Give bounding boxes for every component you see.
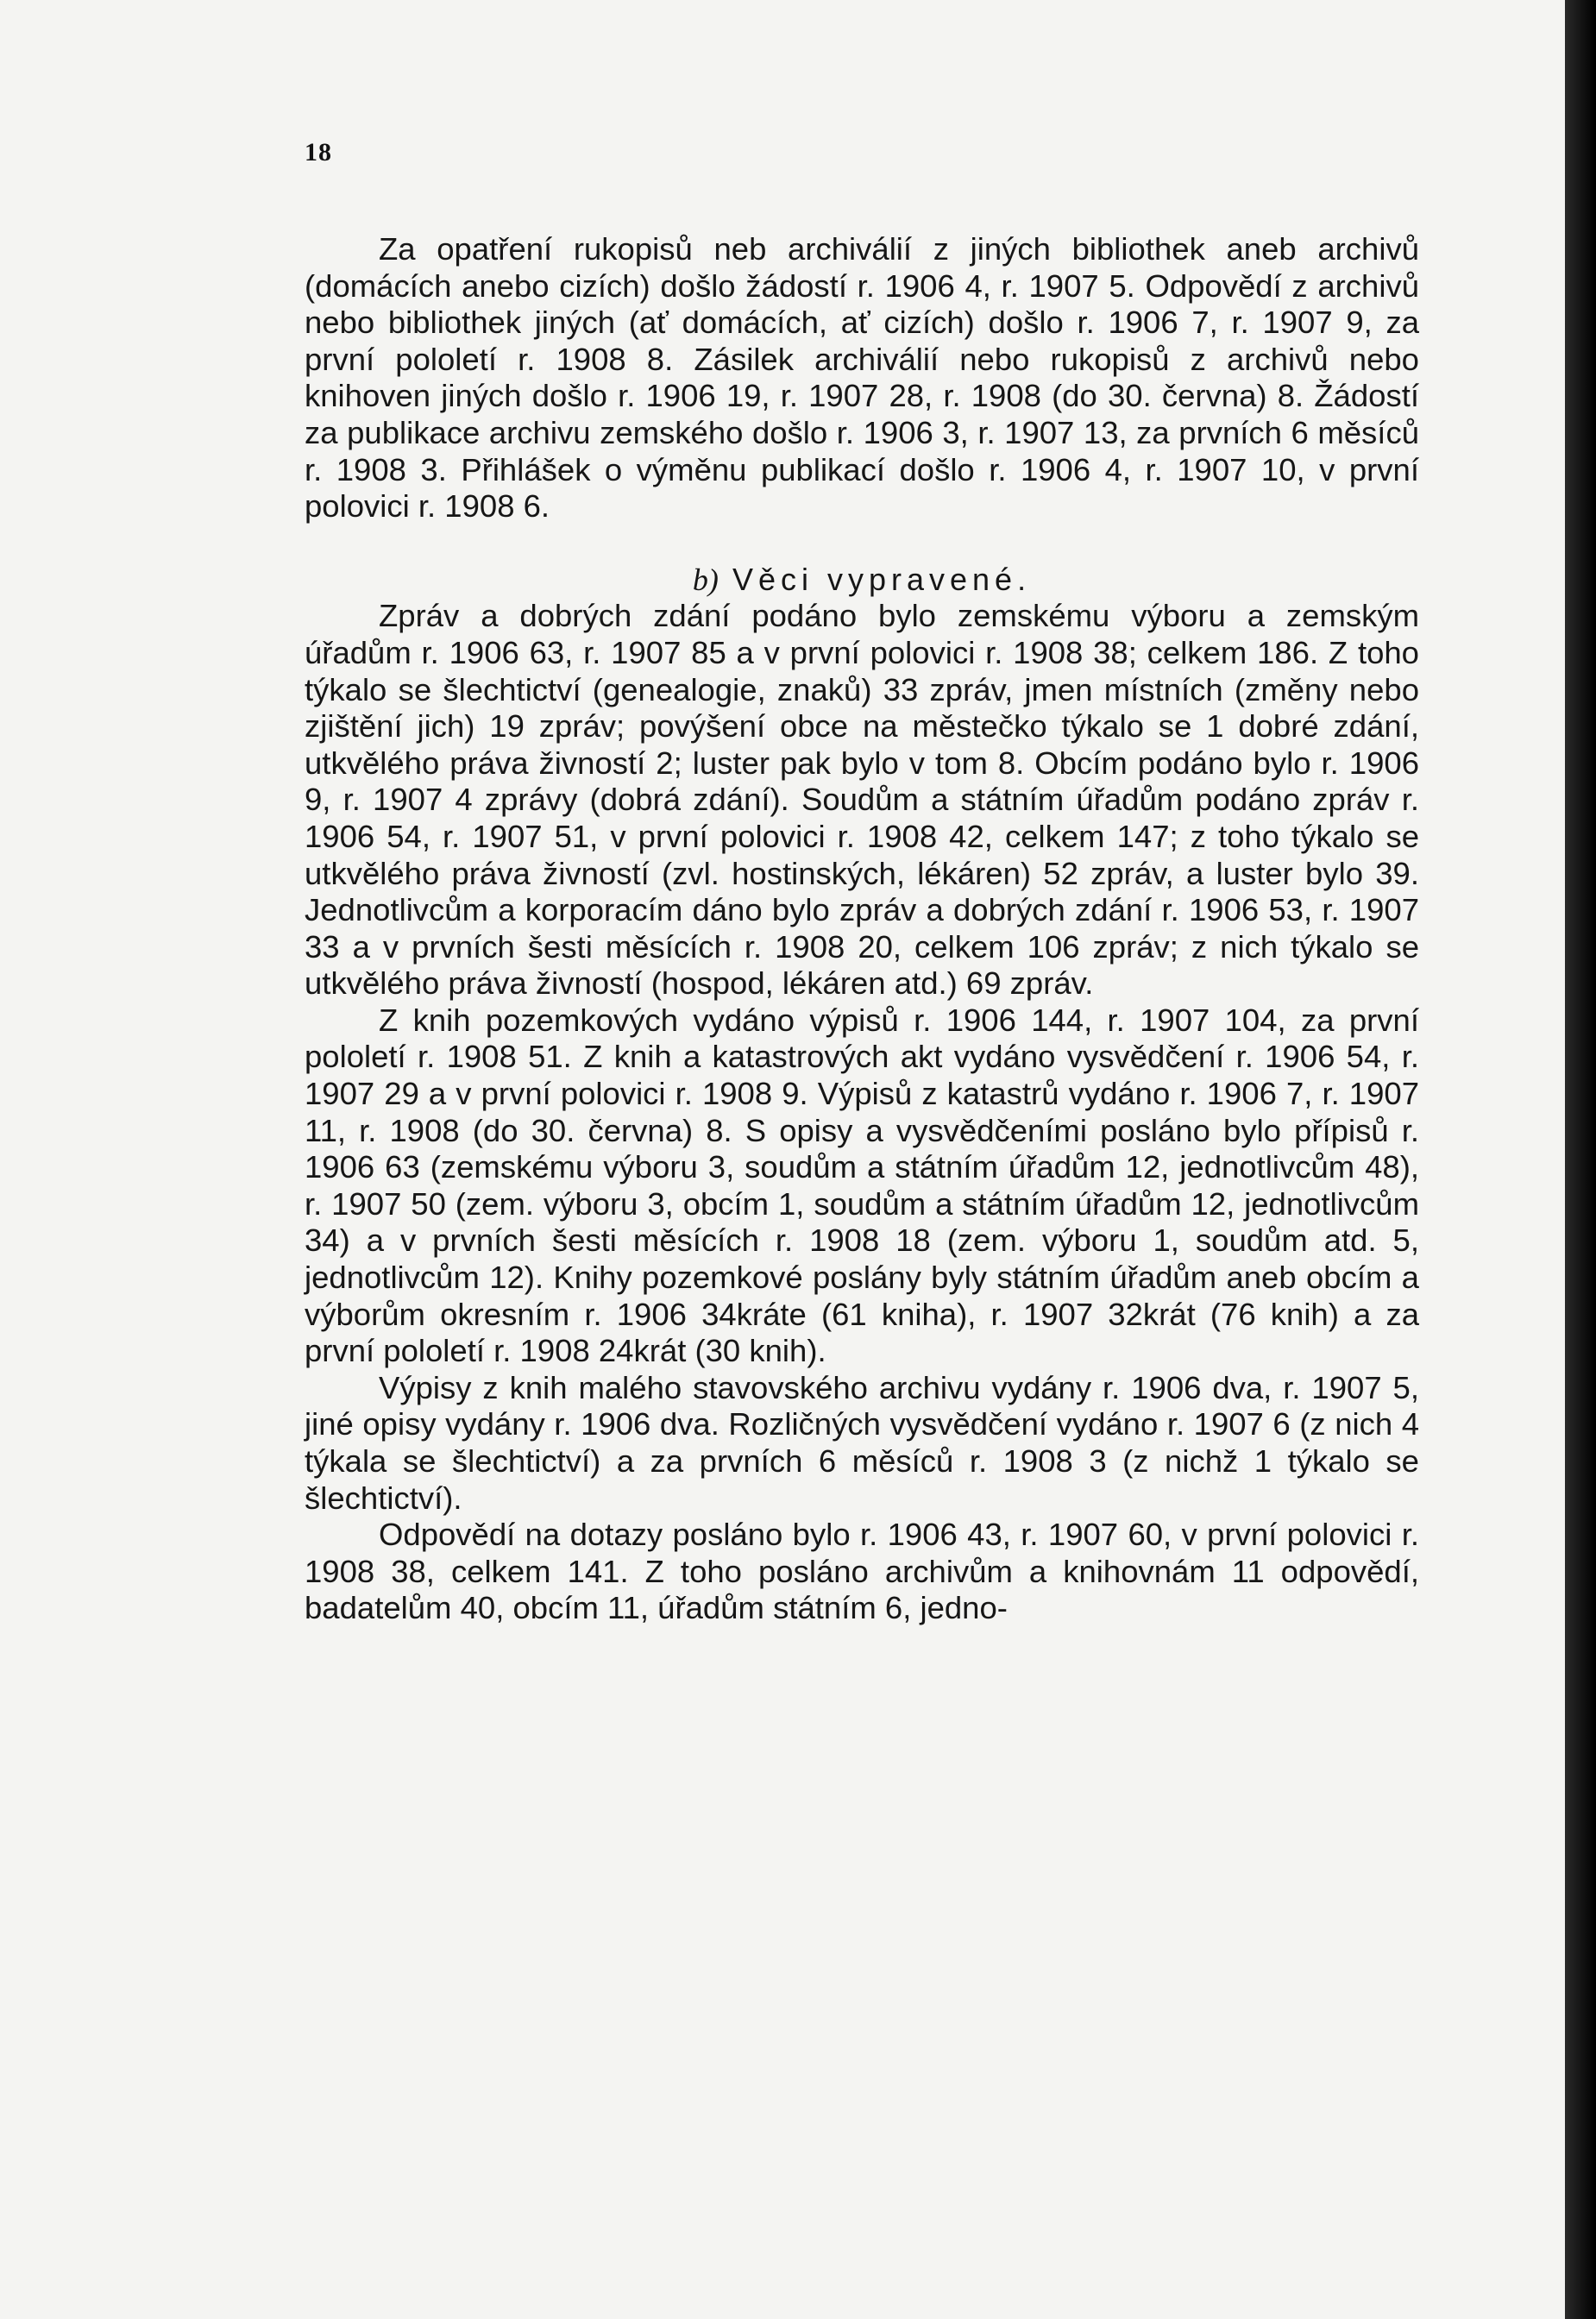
page-number: 18 (305, 138, 332, 167)
section-letter: b) (692, 562, 719, 597)
paragraph-requests: Za opatření rukopisů neb archiválií z jiných bibliothek aneb archivů (domácích anebo cizích) došlo žádostí r. 1906 4, r. 1907 5. Odpovědí z archivů nebo bibliothek jiných (ať domácích, ať cizích) došlo r. 1906 7, r. 1907 9, za první pololetí r. 1908 8. Zásilek archiválií nebo rukopisů z archivů nebo knihoven jiných došlo r. 1906 19, r. 1907 28, r. 1908 (do 30. června) 8. Žádostí za publikace archivu zemského došlo r. 1906 3, r. 1907 13, za prvních 6 měsíců r. 1908 3. Přihlášek o výměnu publikací došlo r. 1906 4, r. 1907 10, v první polovici r. 1908 6. (305, 231, 1419, 525)
document-body (305, 231, 1419, 1627)
scan-edge-shadow (1565, 0, 1596, 2319)
paragraph-land-registry: Z knih pozemkových vydáno výpisů r. 1906 144, r. 1907 104, za první pololetí r. 1908 51. Z knih a katastrových akt vydáno vysvědčení r. 1906 54, r. 1907 29 a v první polovici r. 1908 9. Výpisů z katastrů vydáno r. 1906 7, r. 1907 11, r. 1908 (do 30. června) 8. S opisy a vysvědčeními posláno bylo přípisů r. 1906 63 (zemskému výboru 3, soudům a státním úřadům 12, jednotlivcům 48), r. 1907 50 (zem. výboru 3, obcím 1, soudům a státním úřadům 12, jednotlivcům 34) a v prvních šesti měsících r. 1908 18 (zem. výboru 1, soudům atd. 5, jednotlivcům 12). Knihy pozemkové poslány byly státním úřadům aneb obcím a výborům okresním r. 1906 34kráte (61 kniha), r. 1907 32krát (76 knih) a za první pololetí r. 1908 24krát (30 knih). (305, 1002, 1419, 1369)
section-heading (305, 562, 1419, 599)
paragraph-inquiry-answers: Odpovědí na dotazy posláno bylo r. 1906 43, r. 1907 60, v první polovici r. 1908 38, celkem 141. Z toho posláno archivům a knihovnám 11 odpovědí, badatelům 40, obcím 11, úřadům státním 6, jedno- (305, 1517, 1419, 1626)
paragraph-reports: Zpráv a dobrých zdání podáno bylo zemskému výboru a zemským úřadům r. 1906 63, r. 1907 85 a v první polovici r. 1908 38; celkem 186. Z toho týkalo se šlechtictví (genealogie, znaků) 33 zpráv, jmen místních (změny nebo zjištění jich) 19 zpráv; povýšení obce na městečko týkalo se 1 dobré zdání, utkvělého práva živností 2; luster pak bylo v tom 8. Obcím podáno bylo r. 1906 9, r. 1907 4 zprávy (dobrá zdání). Soudům a státním úřadům podáno zpráv r. 1906 54, r. 1907 51, v první polovici r. 1908 42, celkem 147; z toho týkalo se utkvělého práva živností (zvl. hostinských, lékáren) 52 zpráv, a luster bylo 39. Jednotlivcům a korporacím dáno bylo zpráv a dobrých zdání r. 1906 53, r. 1907 33 a v prvních šesti měsících r. 1908 20, celkem 106 zpráv; z nich týkalo se utkvělého práva živností (hospod, lékáren atd.) 69 zpráv. (305, 598, 1419, 1002)
section-title: Věci vypravené. (732, 561, 1032, 597)
paragraph-estates-archive: Výpisy z knih malého stavovského archivu vydány r. 1906 dva, r. 1907 5, jiné opisy vydány r. 1906 dva. Rozličných vysvědčení vydáno r. 1907 6 (z nich 4 týkala se šlechtictví) a za prvních 6 měsíců r. 1908 3 (z nichž 1 týkalo se šlechtictví). (305, 1369, 1419, 1516)
